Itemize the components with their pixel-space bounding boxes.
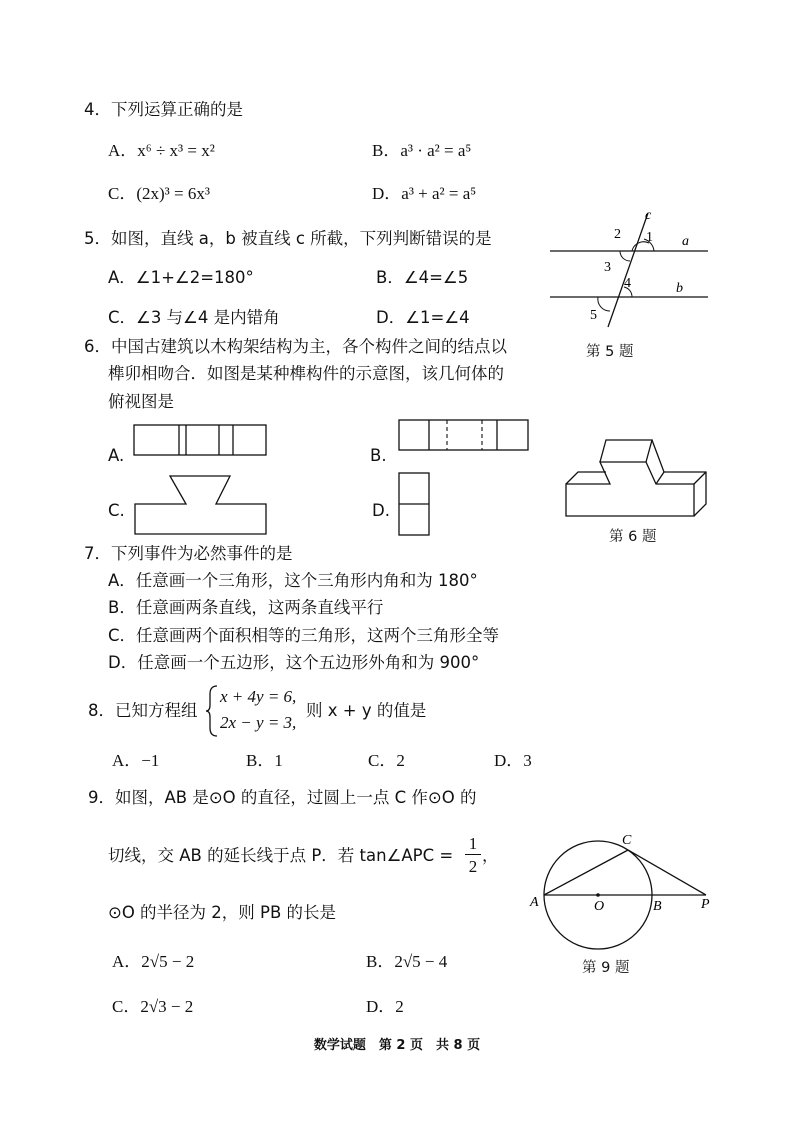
page-footer: 数学试题 第 2 页 共 8 页 — [313, 1038, 481, 1053]
q8-option-a: A．−1 — [112, 751, 160, 770]
q7-option-b: B．任意画两条直线，这两条直线平行 — [108, 598, 384, 617]
q6-option-d-figure — [398, 472, 432, 538]
q6-caption: 第 6 题 — [609, 529, 657, 545]
q4-option-c: C．(2x)³ = 6x³ — [108, 184, 210, 203]
label-b-point: B — [653, 899, 662, 914]
q8-option-b: B．1 — [246, 751, 283, 770]
q5-figure — [540, 205, 720, 335]
q9-option-b: B．2√5 − 4 — [366, 952, 448, 971]
q6-option-d-label: D. — [372, 501, 390, 520]
q6-stem-line3: 俯视图是 — [108, 392, 174, 411]
q6-option-c-figure — [134, 474, 270, 536]
angle-3-arc — [620, 251, 630, 261]
q9-stem-line1: 9．如图，AB 是⊙O 的直径，过圆上一点 C 作⊙O 的 — [88, 788, 477, 807]
q9-stem-line2: 切线，交 AB 的延长线于点 P．若 tan∠APC = — [108, 846, 454, 865]
center-point — [596, 893, 600, 897]
q9-fraction-denominator: 2 — [468, 857, 478, 876]
q7-stem: 7．下列事件为必然事件的是 — [84, 544, 293, 563]
label-5: 5 — [590, 308, 597, 323]
q9-figure — [528, 830, 718, 954]
label-3: 3 — [604, 260, 611, 275]
angle-5-arc — [598, 297, 610, 311]
q5-option-d: D．∠1=∠4 — [376, 308, 470, 327]
q9-stem-line3: ⊙O 的半径为 2，则 PB 的长是 — [108, 903, 337, 922]
chord-ac — [544, 850, 628, 895]
label-a: a — [682, 234, 689, 249]
q6-stem-line2: 榫卯相吻合．如图是某种榫构件的示意图，该几何体的 — [108, 364, 504, 383]
q8-stem-suffix: 则 x + y 的值是 — [306, 701, 427, 720]
tangent-cp — [628, 850, 706, 895]
q4-stem: 4．下列运算正确的是 — [84, 100, 243, 119]
q6-option-b-label: B. — [370, 446, 387, 465]
q4-option-a: A．x⁶ ÷ x³ = x² — [108, 141, 215, 160]
q9-fraction-bar — [465, 854, 481, 855]
q8-stem-prefix: 8．已知方程组 — [88, 701, 198, 720]
q8-brace — [205, 684, 219, 738]
q8-option-c: C．2 — [368, 751, 405, 770]
q8-equation-2: 2x − y = 3, — [220, 713, 297, 732]
q7-option-d: D．任意画一个五边形，这个五边形外角和为 900° — [108, 653, 480, 672]
q5-caption: 第 5 题 — [586, 344, 634, 360]
q5-option-b: B．∠4=∠5 — [376, 268, 469, 287]
q9-fraction-comma: ， — [482, 846, 499, 865]
q5-option-a: A．∠1+∠2=180° — [108, 268, 254, 287]
label-b: b — [676, 281, 683, 296]
q7-option-c: C．任意画两个面积相等的三角形，这两个三角形全等 — [108, 626, 500, 645]
q5-option-c: C．∠3 与∠4 是内错角 — [108, 308, 280, 327]
label-c: c — [645, 208, 652, 223]
label-2: 2 — [614, 227, 621, 242]
label-1: 1 — [646, 230, 653, 245]
q6-option-c-label: C. — [108, 501, 125, 520]
label-4: 4 — [624, 276, 631, 291]
label-a-point: A — [530, 895, 539, 910]
q9-option-c: C．2√3 − 2 — [112, 997, 194, 1016]
q8-option-d: D．3 — [494, 751, 532, 770]
q9-option-a: A．2√5 − 2 — [112, 952, 195, 971]
q6-option-a-label: A. — [108, 446, 125, 465]
q7-option-a: A．任意画一个三角形，这个三角形内角和为 180° — [108, 571, 478, 590]
label-c-point: C — [622, 833, 632, 848]
q9-caption: 第 9 题 — [582, 960, 630, 976]
label-p-point: P — [701, 897, 710, 912]
label-o-point: O — [594, 899, 605, 914]
q9-fraction-numerator: 1 — [468, 834, 478, 853]
q8-equation-1: x + 4y = 6, — [220, 687, 297, 706]
q6-option-b-figure — [398, 419, 530, 453]
q6-stem-line1: 6．中国古建筑以木构架结构为主，各个构件之间的结点以 — [84, 337, 507, 356]
q4-option-b: B．a³ · a² = a⁵ — [372, 141, 472, 160]
q5-stem: 5．如图，直线 a，b 被直线 c 所截，下列判断错误的是 — [84, 229, 492, 248]
q6-option-a-figure — [133, 424, 268, 458]
q6-tenon-figure — [560, 432, 716, 522]
q4-option-d: D．a³ + a² = a⁵ — [372, 184, 477, 203]
q9-option-d: D．2 — [366, 997, 404, 1016]
